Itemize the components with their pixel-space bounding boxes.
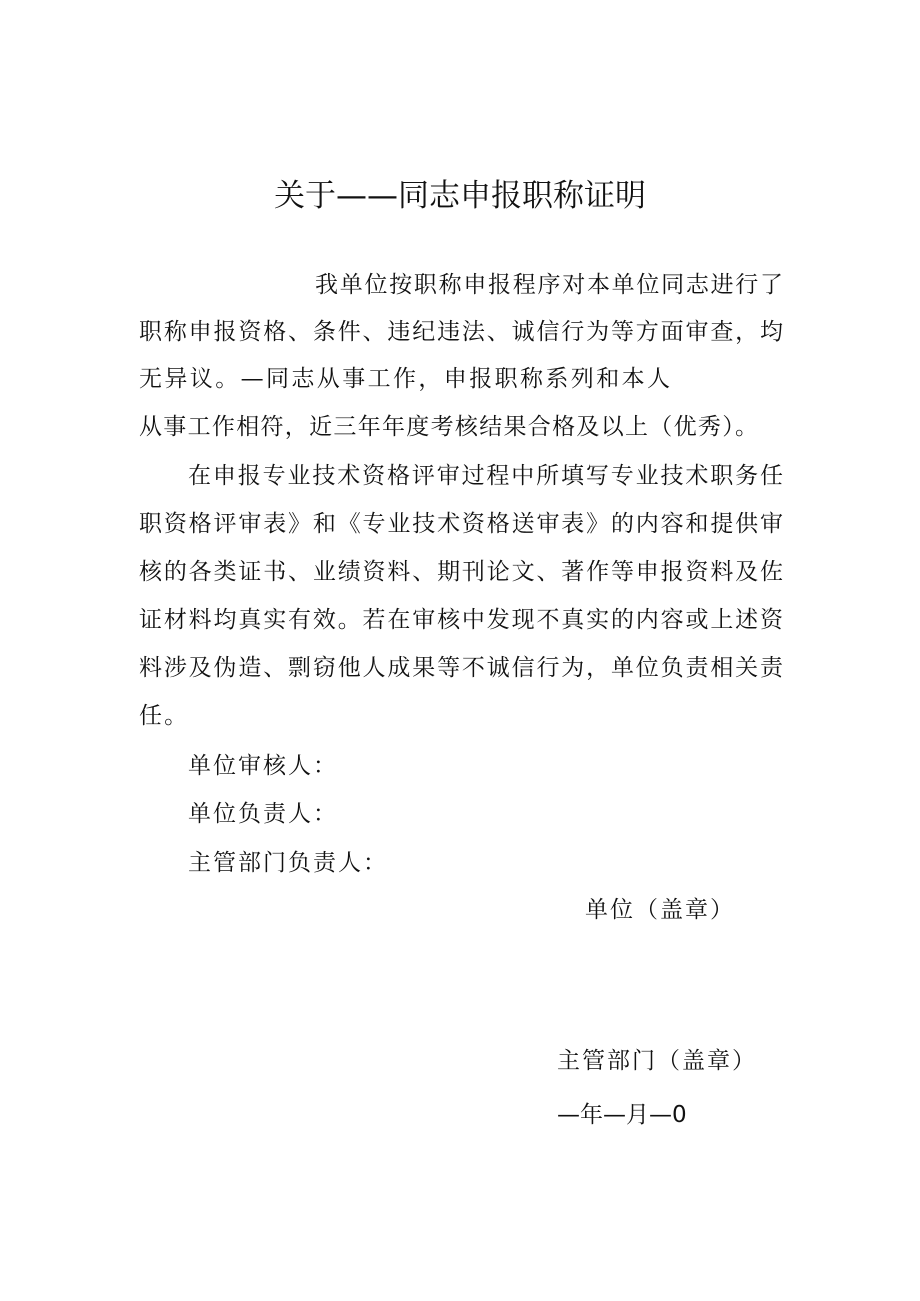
paragraph-2-line-3: 核的各类证书、业绩资料、期刊论文、著作等申报资料及佐 — [139, 559, 783, 585]
paragraph-2-line-5: 料涉及伪造、剽窃他人成果等不诚信行为，单位负责相关责 — [139, 655, 783, 681]
signature-dept-head: 主管部门负责人： — [188, 850, 388, 876]
paragraph-2-line-2: 职资格评审表》和《专业技术资格送审表》的内容和提供审 — [139, 511, 783, 537]
paragraph-2-line-4: 证材料均真实有效。若在审核中发现不真实的内容或上述资 — [139, 607, 783, 633]
paragraph-2-line-6: 任。 — [139, 703, 190, 729]
document-title: 关于——同志申报职称证明 — [274, 178, 646, 214]
paragraph-1-line-1: 我单位按职称申报程序对本单位同志进行了 — [315, 272, 783, 298]
paragraph-1-line-4: 从事工作相符，近三年年度考核结果合格及以上（优秀）。 — [139, 414, 760, 440]
dept-stamp-label: 主管部门（盖章） — [557, 1048, 757, 1074]
signature-unit-head: 单位负责人： — [188, 801, 338, 827]
unit-stamp-label: 单位（盖章） — [585, 897, 735, 923]
document-date: —年—月—0 — [557, 1102, 687, 1128]
signature-reviewer: 单位审核人： — [188, 753, 338, 779]
paragraph-1-line-3: 无异议。—同志从事工作，申报职称系列和本人 — [139, 366, 673, 392]
paragraph-2-line-1: 在申报专业技术资格评审过程中所填写专业技术职务任 — [188, 463, 783, 489]
paragraph-1-line-2: 职称申报资格、条件、违纪违法、诚信行为等方面审查，均 — [139, 319, 783, 345]
